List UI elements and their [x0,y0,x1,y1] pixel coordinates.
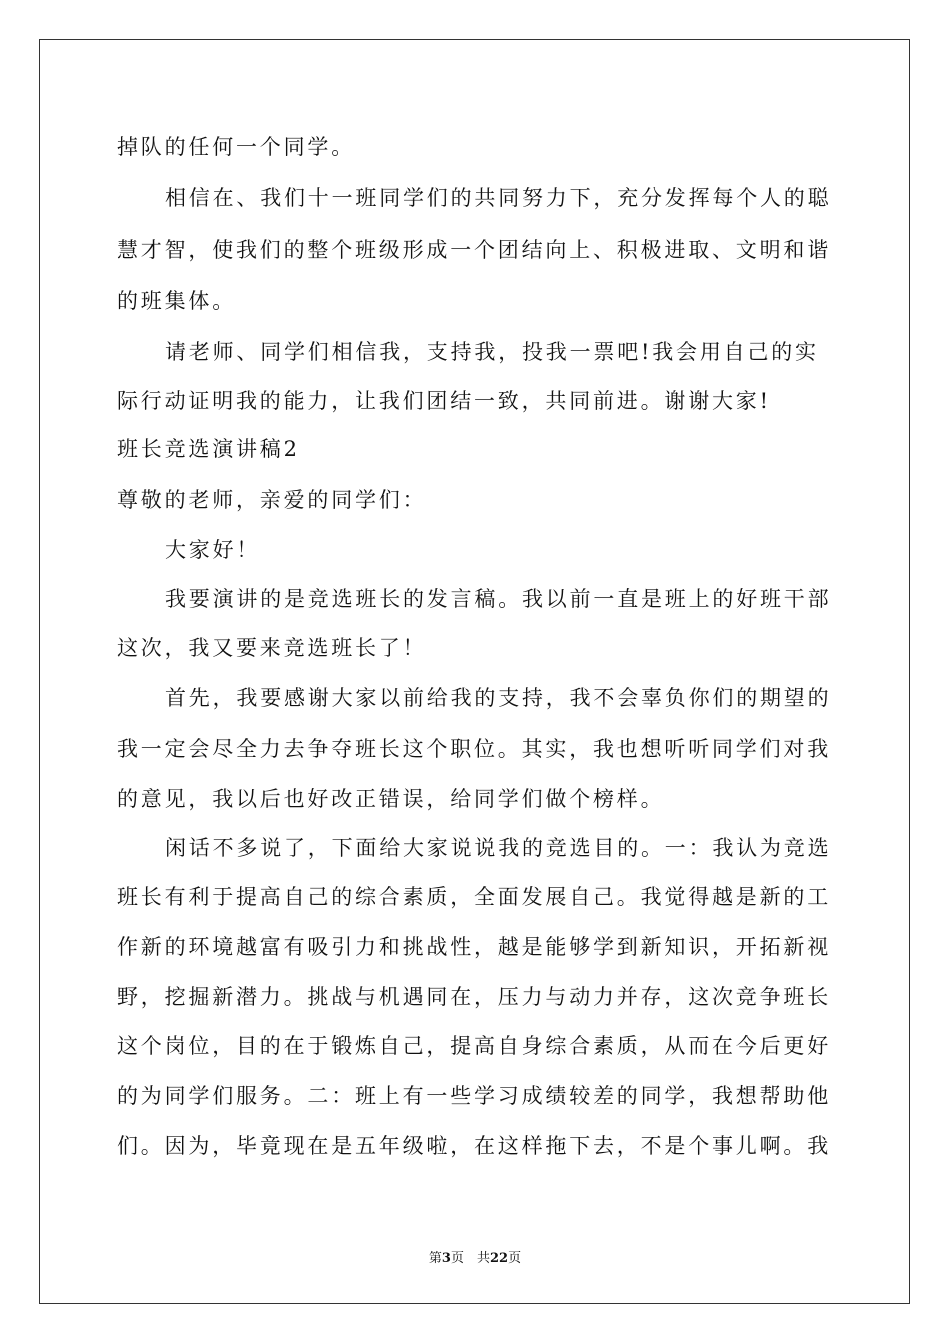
text-line: 我一定会尽全力去争夺班长这个职位。其实，我也想听听同学们对我 [117,737,831,761]
text-line: 这个岗位，目的在于锻炼自己，提高自身综合素质，从而在今后更好 [117,1034,831,1058]
text-line: 我要演讲的是竞选班长的发言稿。我以前一直是班上的好班干部 [165,587,832,611]
text-line: 首先，我要感谢大家以前给我的支持，我不会辜负你们的期望的 [165,686,832,710]
text-line: 野，挖掘新潜力。挑战与机遇同在，压力与动力并存，这次竞争班长 [117,985,831,1009]
text-line: 掉队的任何一个同学。 [117,135,355,159]
text-line: 的为同学们服务。二：班上有一些学习成绩较差的同学，我想帮助他 [117,1084,831,1108]
text-line: 班长有利于提高自己的综合素质，全面发展自己。我觉得越是新的工 [117,885,831,909]
current-page-number: 3 [441,1251,451,1266]
text-line: 请老师、同学们相信我，支持我，投我一票吧!我会用自己的实 [165,340,819,364]
text-line: 们。因为，毕竟现在是五年级啦，在这样拖下去，不是个事儿啊。我 [117,1134,831,1158]
text-line: 大家好！ [165,538,261,562]
text-line: 尊敬的老师，亲爱的同学们： [117,488,427,512]
text-line: 的班集体。 [117,289,236,313]
text-line: 慧才智，使我们的整个班级形成一个团结向上、积极进取、文明和谐 [117,238,831,262]
footer-mid: 页 共 [450,1251,490,1266]
text-line: 这次，我又要来竞选班长了！ [117,636,427,660]
page-border [39,39,910,1304]
text-line: 际行动证明我的能力，让我们团结一致，共同前进。谢谢大家! [117,389,771,413]
footer-prefix: 第 [428,1251,442,1266]
text-line: 相信在、我们十一班同学们的共同努力下，充分发挥每个人的聪 [165,186,832,210]
section-heading: 班长竞选演讲稿2 [117,437,300,461]
page-footer [0,1247,950,1266]
text-line: 作新的环境越富有吸引力和挑战性，越是能够学到新知识，开拓新视 [117,935,831,959]
text-line: 的意见，我以后也好改正错误，给同学们做个榜样。 [117,787,665,811]
footer-suffix: 页 [508,1251,522,1266]
total-page-count: 22 [489,1251,509,1266]
text-line: 闲话不多说了，下面给大家说说我的竞选目的。一：我认为竞选 [165,836,832,860]
